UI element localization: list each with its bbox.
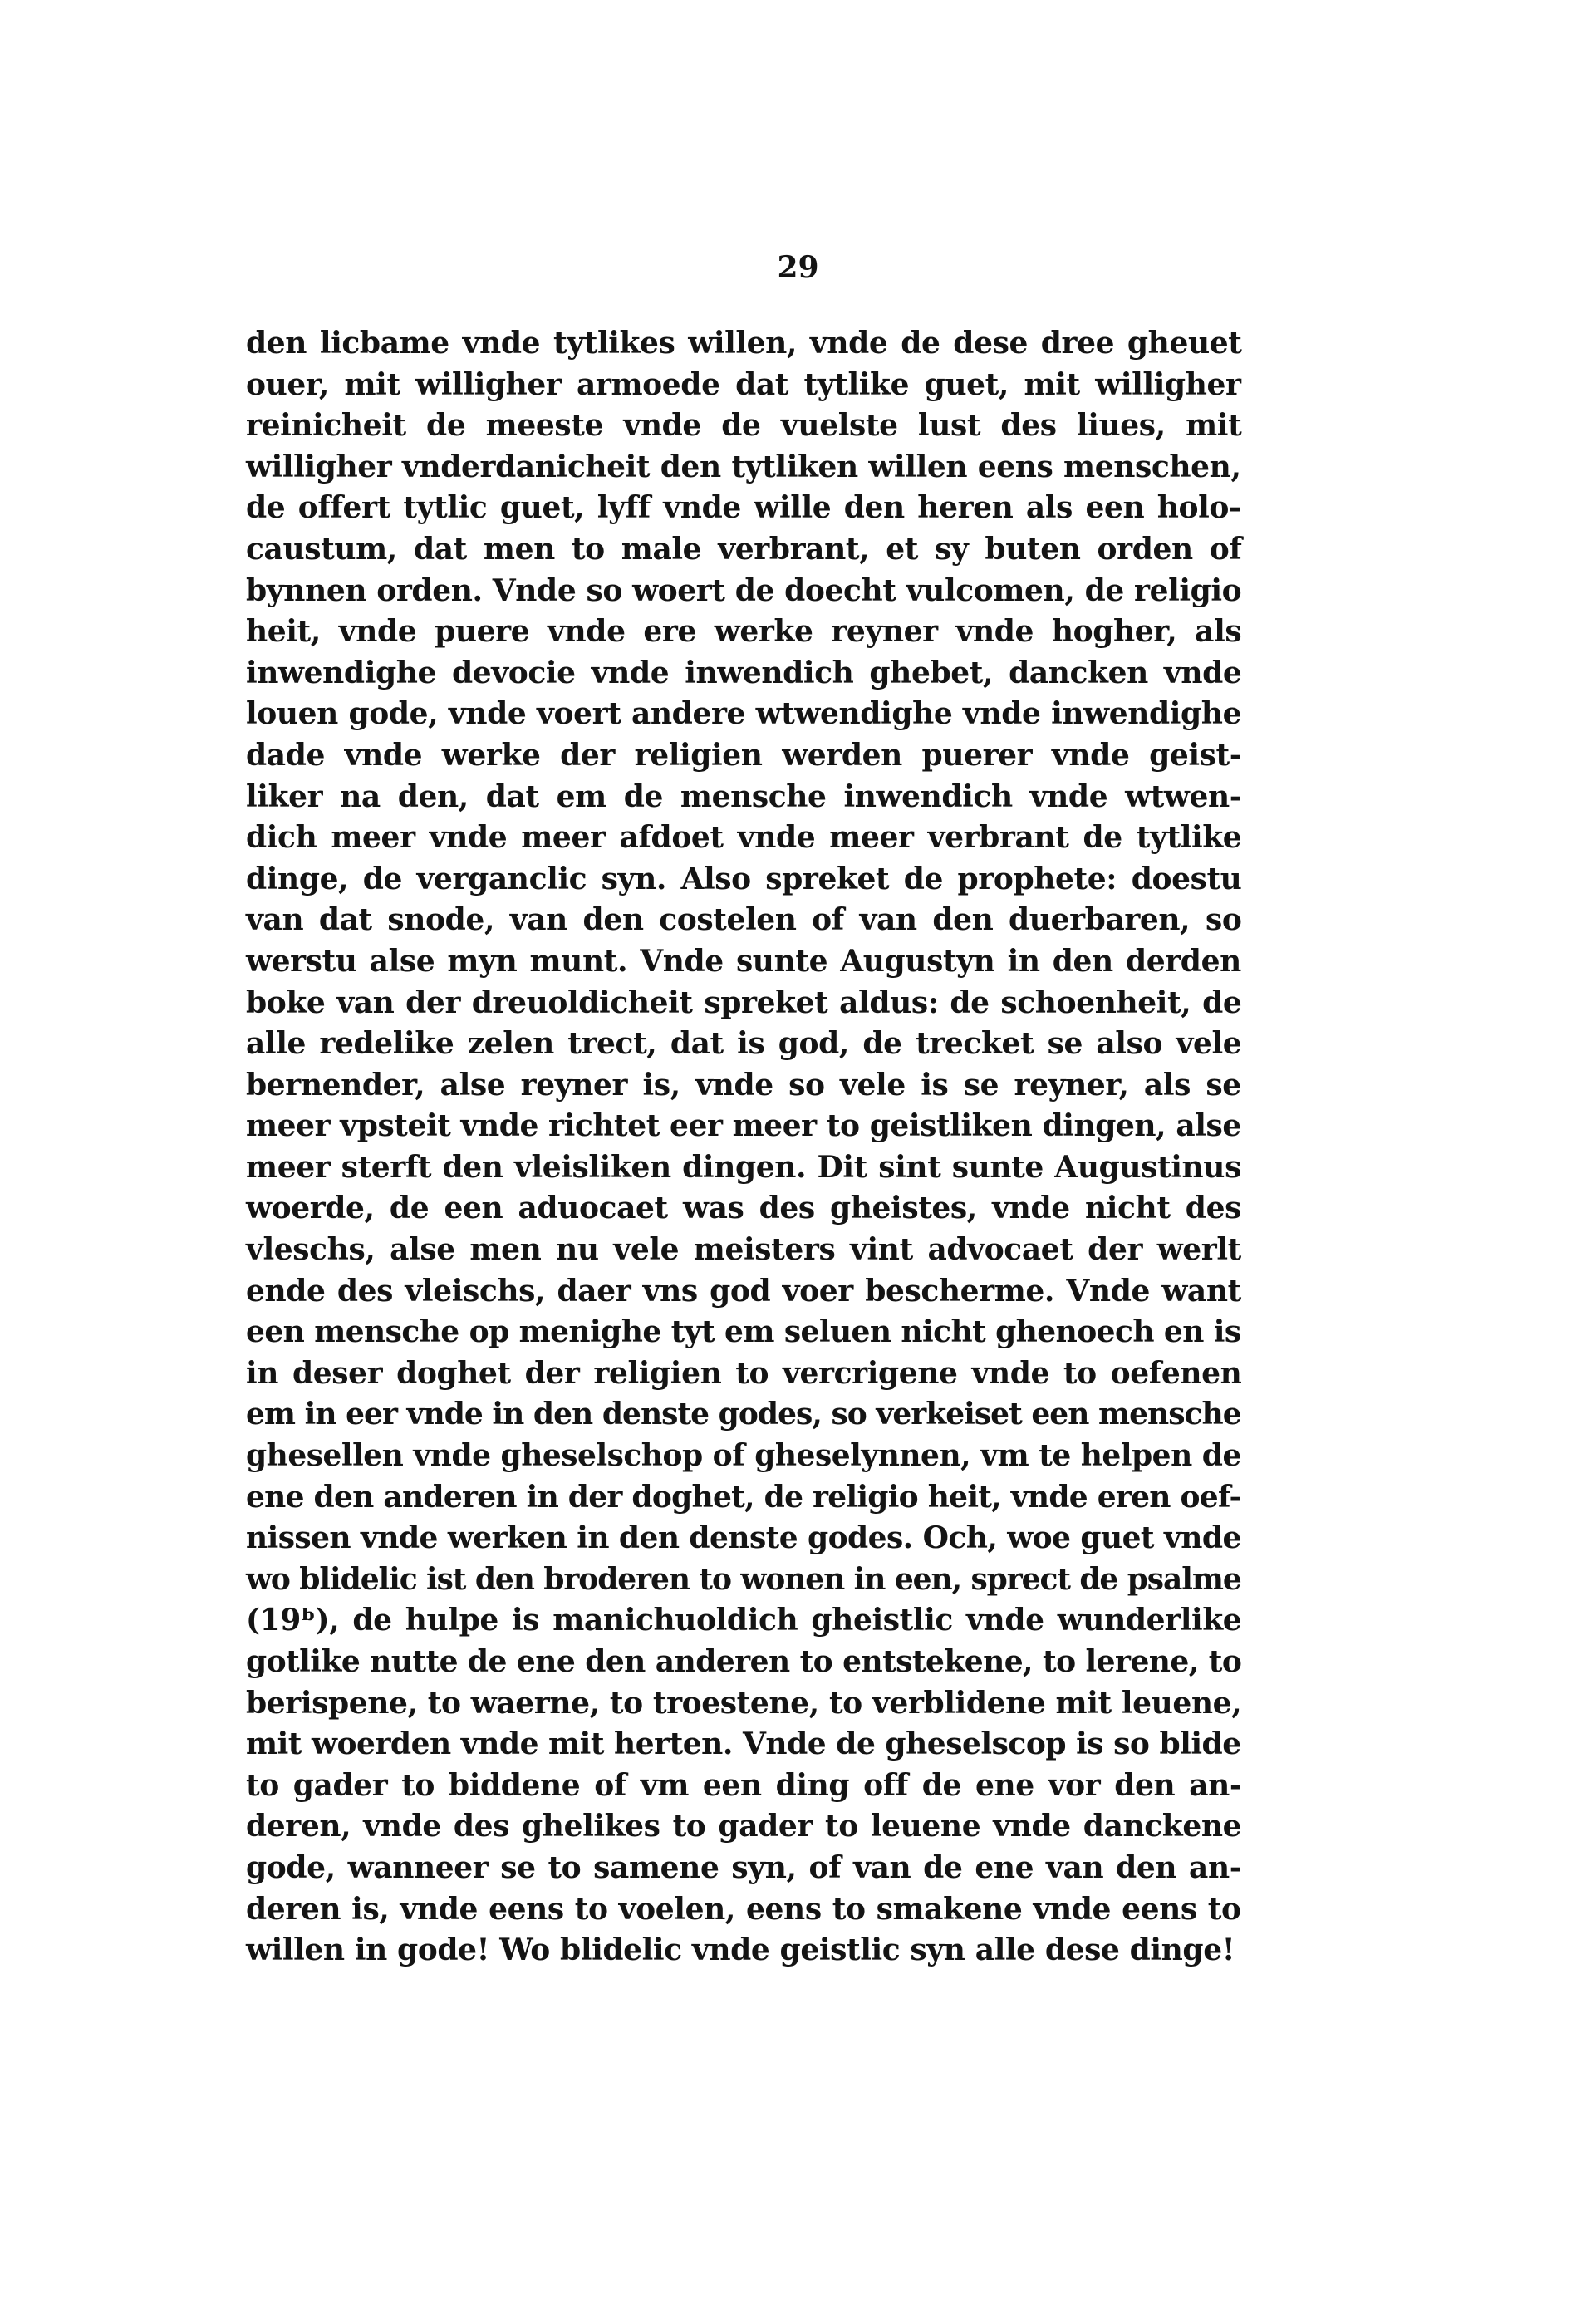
text-line: bynnen orden. Vnde so woert de doecht vulcomen, de religio — [246, 572, 1242, 608]
text-line: den licbame vnde tytlikes willen, vnde de dese dree gheuet — [246, 326, 1242, 361]
text-line: de offert tytlic guet, lyff vnde wille den heren als een holo- — [246, 490, 1241, 526]
text-line: van dat snode, van den costelen of van den duerbaren, so — [246, 902, 1242, 938]
text-line: ende des vleischs, daer vns god voer bescherme. Vnde want — [246, 1273, 1241, 1309]
text-line: dade vnde werke der religien werden puerer vnde geist- — [246, 737, 1242, 773]
text-line: dinge, de verganclic syn. Also spreket de prophete: doestu — [246, 861, 1242, 896]
text-line: willen in gode! Wo blidelic vnde geistlic syn alle dese dinge! — [246, 1933, 1235, 1968]
text-line: ghesellen vnde gheselschop of gheselynnen, vm te helpen de — [246, 1438, 1241, 1474]
text-line: reinicheit de meeste vnde de vuelste lust des liues, mit — [246, 408, 1242, 444]
text-line: heit, vnde puere vnde ere werke reyner vnde hogher, als — [246, 614, 1242, 650]
text-line: wo blidelic ist den broderen to wonen in een, sprect de psalme — [246, 1561, 1241, 1597]
text-line: (19ᵇ), de hulpe is manichuoldich gheistlic vnde wunderlike — [246, 1603, 1242, 1638]
text-line: deren is, vnde eens to voelen, eens to smakene vnde eens to — [246, 1891, 1241, 1927]
text-line: woerde, de een aduocaet was des gheistes, vnde nicht des — [246, 1191, 1241, 1226]
text-line: dich meer vnde meer afdoet vnde meer verbrant de tytlike — [246, 820, 1242, 856]
text-line: boke van der dreuoldicheit spreket aldus: de schoenheit, de — [246, 985, 1242, 1020]
text-line: vleschs, alse men nu vele meisters vint advocaet der werlt — [246, 1232, 1241, 1268]
text-line: meer vpsteit vnde richtet eer meer to geistliken dingen, alse — [246, 1108, 1241, 1144]
text-line: meer sterft den vleisliken dingen. Dit sint sunte Augustinus — [246, 1149, 1241, 1185]
text-line: em in eer vnde in den denste godes, so verkeiset een mensche — [246, 1397, 1241, 1432]
text-line: mit woerden vnde mit herten. Vnde de gheselscop is so blide — [246, 1726, 1241, 1762]
page-number: 29 — [777, 250, 819, 285]
text-line: ene den anderen in der doghet, de religio heit, vnde eren oef- — [246, 1479, 1241, 1515]
body-text — [246, 323, 1241, 1972]
text-line: liker na den, dat em de mensche inwendich vnde wtwen- — [246, 778, 1242, 814]
text-line: ouer, mit willigher armoede dat tytlike guet, mit willigher — [246, 366, 1241, 402]
text-line: een mensche op menighe tyt em seluen nicht ghenoech en is — [246, 1314, 1241, 1350]
text-line: gode, wanneer se to samene syn, of van de ene van den an- — [246, 1849, 1242, 1885]
text-line: in deser doghet der religien to vercrigene vnde to oefenen — [246, 1355, 1242, 1391]
text-line: deren, vnde des ghelikes to gader to leuene vnde danckene — [246, 1809, 1242, 1844]
text-line: inwendighe devocie vnde inwendich ghebet, dancken vnde — [246, 655, 1242, 690]
text-line: willigher vnderdanicheit den tytliken willen eens menschen, — [246, 449, 1241, 484]
text-line: to gader to biddene of vm een ding off de ene vor den an- — [246, 1767, 1242, 1803]
text-line: caustum, dat men to male verbrant, et sy buten orden of — [246, 531, 1242, 567]
text-line: bernender, alse reyner is, vnde so vele is se reyner, als se — [246, 1067, 1241, 1103]
text-line: louen gode, vnde voert andere wtwendighe vnde inwendighe — [246, 696, 1242, 732]
text-line: alle redelike zelen trect, dat is god, de trecket se also vele — [246, 1026, 1242, 1062]
text-line: nissen vnde werken in den denste godes. Och, woe guet vnde — [246, 1520, 1241, 1556]
text-line: berispene, to waerne, to troestene, to verblidene mit leuene, — [246, 1685, 1242, 1721]
text-line: gotlike nutte de ene den anderen to entstekene, to lerene, to — [246, 1644, 1242, 1679]
text-line: werstu alse myn munt. Vnde sunte Augustyn in den derden — [246, 943, 1241, 979]
